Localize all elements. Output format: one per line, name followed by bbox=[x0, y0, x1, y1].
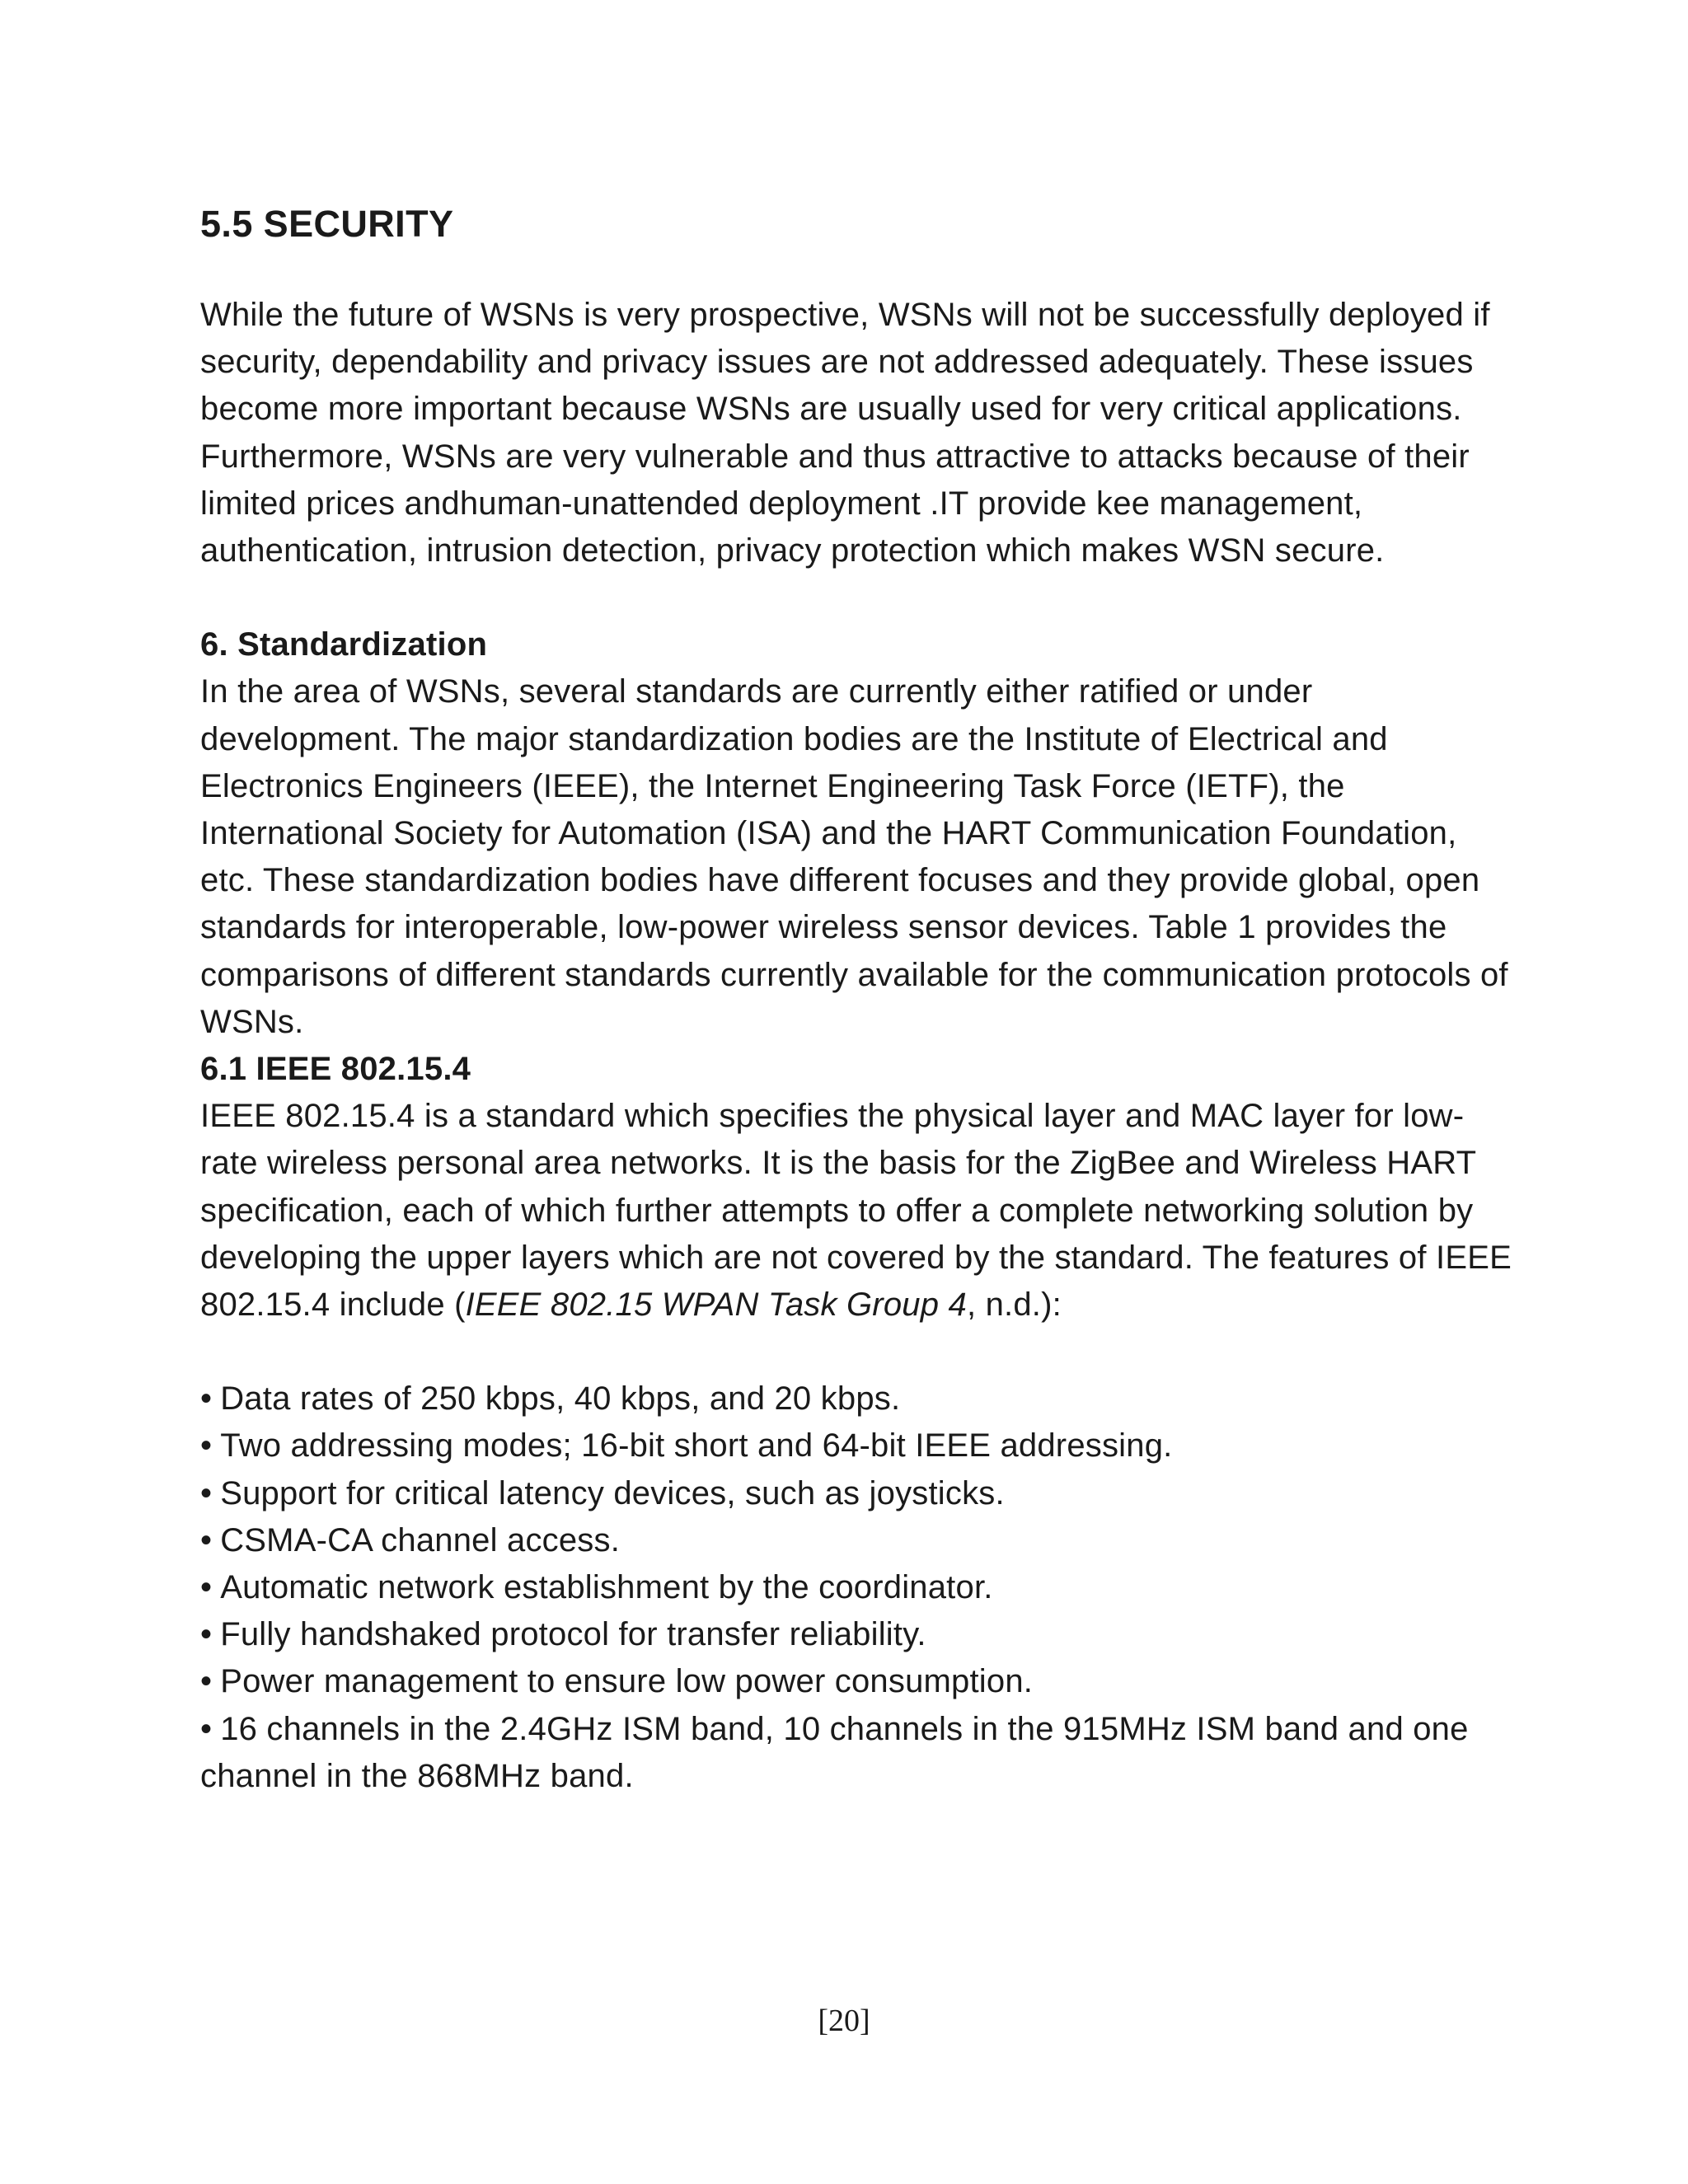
bullet-icon: • bbox=[200, 1474, 213, 1511]
features-list bbox=[200, 1376, 1519, 1800]
list-item bbox=[200, 1517, 1519, 1564]
list-item-text: Power management to ensure low power consumption. bbox=[220, 1663, 1034, 1700]
list-item bbox=[200, 1422, 1519, 1469]
page-content bbox=[200, 198, 1519, 1800]
list-item bbox=[200, 1376, 1519, 1422]
spacer bbox=[200, 574, 1519, 621]
list-item-text: CSMA-CA channel access. bbox=[220, 1521, 621, 1558]
citation-suffix: , n.d.): bbox=[966, 1286, 1062, 1324]
ieee-paragraph-text: IEEE 802.15.4 is a standard which specifies the physical layer and MAC layer for low-rate wireless personal area networks. It is the basis for the ZigBee and Wireless HART specification, each of which further attempts to offer a complete networking solution by developing the upper layers which are not covered by the standard. The features of IEEE 802.15.4 include ( bbox=[200, 1098, 1512, 1324]
list-item bbox=[200, 1611, 1519, 1658]
ieee-802-15-4-paragraph bbox=[200, 1093, 1519, 1329]
spacer bbox=[200, 1329, 1519, 1376]
section-heading-security: 5.5 SECURITY bbox=[200, 203, 454, 245]
page-number: [20] bbox=[818, 2004, 870, 2038]
list-item-text: Support for critical latency devices, such as joysticks. bbox=[220, 1474, 1005, 1511]
list-item-text: Data rates of 250 kbps, 40 kbps, and 20 kbps. bbox=[220, 1380, 901, 1418]
list-item-text: 16 channels in the 2.4GHz ISM band, 10 channels in the 915MHz ISM band and one channel in the 868MHz band. bbox=[200, 1710, 1469, 1794]
list-item-text: Automatic network establishment by the coordinator. bbox=[220, 1569, 993, 1606]
security-paragraph: While the future of WSNs is very prospective, WSNs will not be successfully deployed if security, dependability and privacy issues are not addressed adequately. These issues become more important because WSNs are usually used for very critical applications. Furthermore, WSNs are very vulnerable and thus attractive to attacks because of their limited prices andhuman-unattended deployment .IT provide kee management, authentication, intrusion detection, privacy protection which makes WSN secure. bbox=[200, 297, 1490, 569]
list-item bbox=[200, 1564, 1519, 1611]
section-heading-standardization: 6. Standardization bbox=[200, 626, 488, 663]
spacer bbox=[200, 251, 1519, 292]
list-item bbox=[200, 1470, 1519, 1517]
list-item bbox=[200, 1658, 1519, 1705]
section-heading-ieee-802-15-4: 6.1 IEEE 802.15.4 bbox=[200, 1051, 471, 1088]
bullet-icon: • bbox=[200, 1427, 213, 1465]
bullet-icon: • bbox=[200, 1521, 213, 1558]
list-item-text: Two addressing modes; 16-bit short and 64-bit IEEE addressing. bbox=[220, 1427, 1173, 1465]
citation-italic: IEEE 802.15 WPAN Task Group 4 bbox=[465, 1286, 967, 1324]
bullet-icon: • bbox=[200, 1616, 213, 1653]
standardization-paragraph: In the area of WSNs, several standards are currently either ratified or under development. The major standardization bodies are the Institute of Electrical and Electronics Engineers (IEEE), the Internet Engineering Task Force (IETF), the International Society for Automation (ISA) and the HART Communication Foundation, etc. These standardization bodies have different focuses and they provide global, open standards for interoperable, low-power wireless sensor devices. Table 1 provides the comparisons of different standards currently available for the communication protocols of WSNs. bbox=[200, 673, 1508, 1040]
list-item bbox=[200, 1706, 1519, 1800]
bullet-icon: • bbox=[200, 1380, 213, 1418]
bullet-icon: • bbox=[200, 1710, 213, 1747]
bullet-icon: • bbox=[200, 1569, 213, 1606]
bullet-icon: • bbox=[200, 1663, 213, 1700]
list-item-text: Fully handshaked protocol for transfer reliability. bbox=[220, 1616, 926, 1653]
